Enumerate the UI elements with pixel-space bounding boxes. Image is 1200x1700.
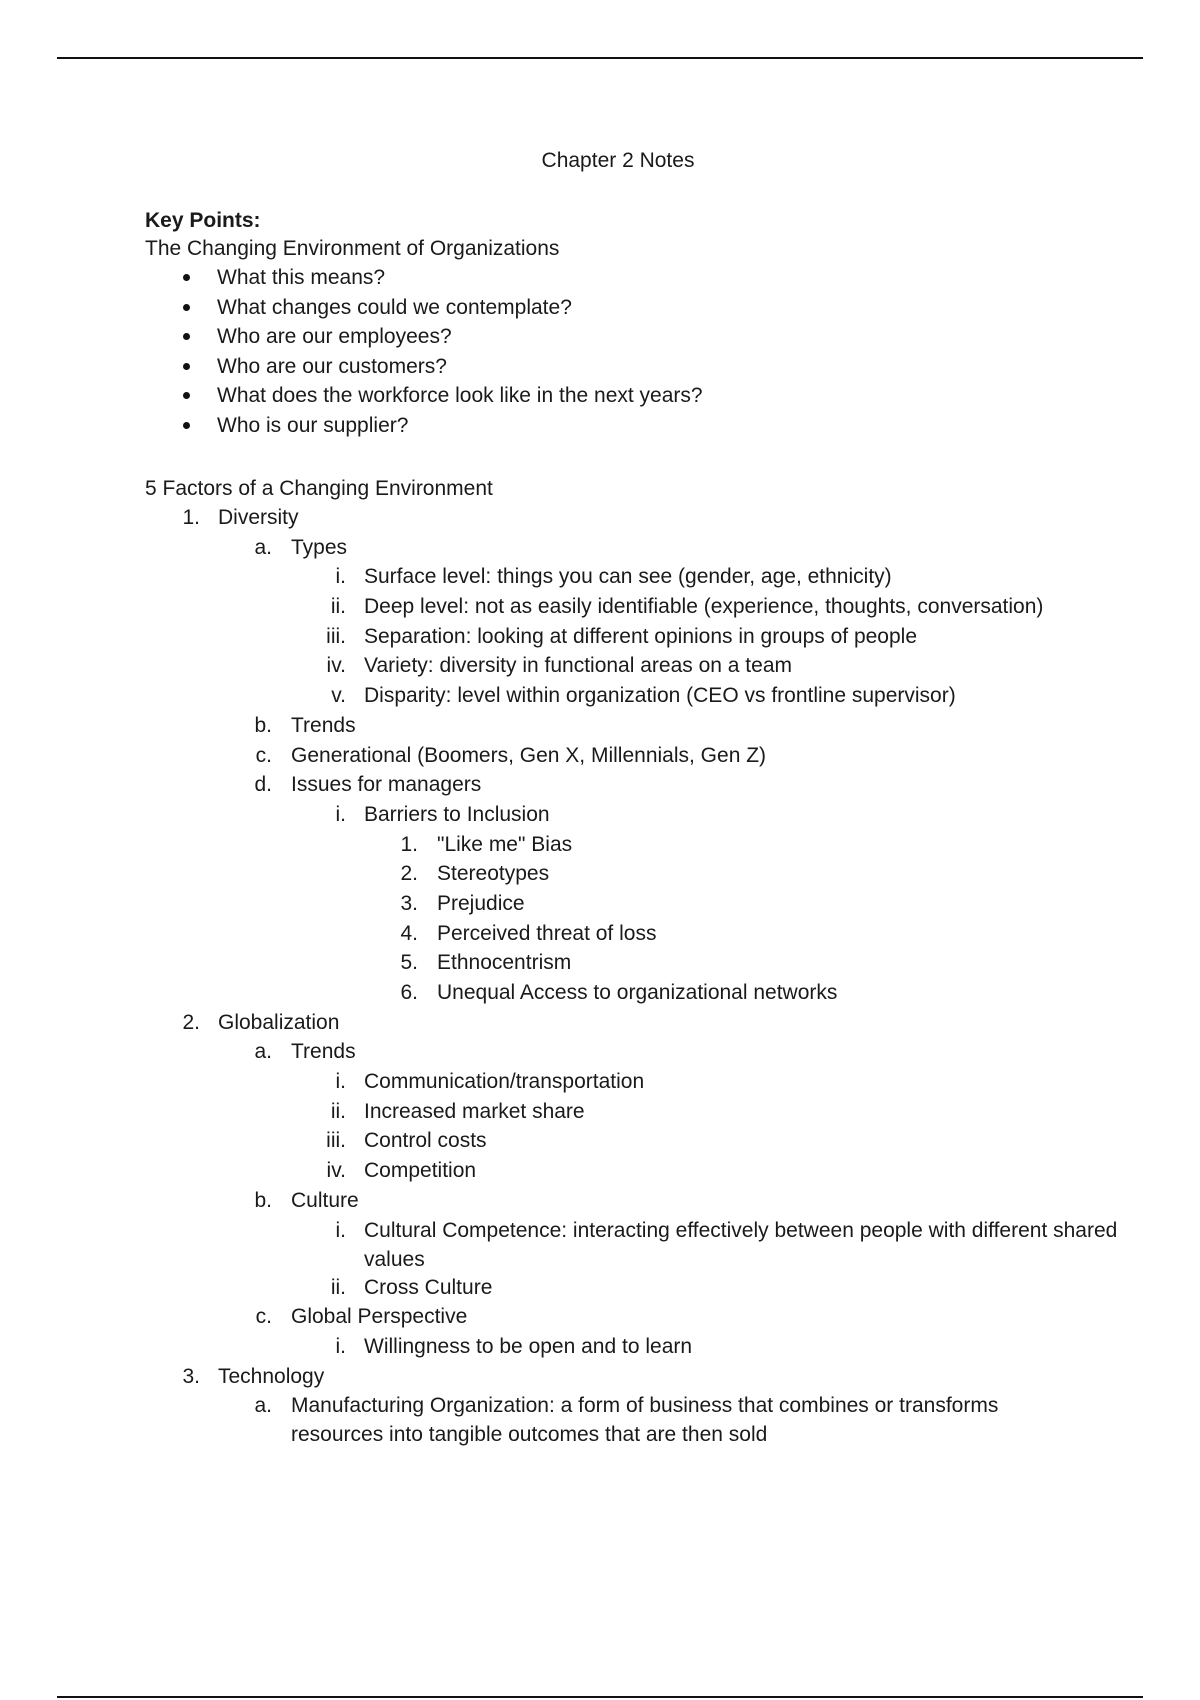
outline-item: [0, 770, 1200, 800]
page-title: Chapter 2 Notes: [541, 149, 695, 172]
outline-item: [0, 1332, 1200, 1362]
outline-text: Prejudice: [437, 891, 525, 915]
list-item-text: Who are our employees?: [217, 325, 452, 349]
outline-marker: 2.: [400, 862, 418, 886]
outline-marker: a.: [254, 535, 272, 559]
outline-text: Barriers to Inclusion: [364, 802, 550, 826]
outline-marker: 5.: [400, 951, 418, 975]
outline-text: Trends: [291, 1040, 356, 1064]
outline-text: Manufacturing Organization: a form of business that combines or transforms resources into tangible outcomes that are then sold: [291, 1394, 999, 1447]
outline-text: Diversity: [218, 506, 299, 529]
outline-text: Competition: [364, 1159, 477, 1183]
outline-marker: i.: [335, 1334, 346, 1358]
key-points-heading: Key Points:: [145, 209, 261, 232]
outline-marker: 2.: [182, 1010, 200, 1034]
list-item: [145, 352, 703, 382]
bullet-icon: [183, 392, 190, 399]
outline-item: [0, 741, 1200, 771]
outline-item: [0, 562, 1200, 592]
outline-item: [0, 533, 1200, 563]
outline-item: [0, 889, 1200, 919]
bullet-icon: [183, 363, 190, 370]
outline-item: [0, 830, 1200, 860]
outline-marker: c.: [255, 1305, 272, 1329]
outline-marker: i.: [335, 565, 346, 589]
outline-text: Unequal Access to organizational networks: [437, 981, 838, 1004]
outline-item: [0, 1391, 1200, 1448]
list-item: [145, 411, 703, 441]
outline-text: Control costs: [364, 1129, 487, 1153]
outline-text: Disparity: level within organization (CEO vs frontline supervisor): [364, 684, 956, 708]
outline-text: Variety: diversity in functional areas on a team: [364, 654, 792, 678]
outline-marker: c.: [255, 743, 272, 767]
list-item-text: What changes could we contemplate?: [217, 295, 572, 319]
outline-text: "Like me" Bias: [437, 832, 573, 856]
outline-item: [0, 919, 1200, 949]
factors-outline: [0, 503, 1200, 1448]
outline-text: Willingness to be open and to learn: [364, 1334, 693, 1358]
header-rule: [57, 57, 1143, 59]
outline-marker: 1.: [400, 832, 418, 856]
outline-item: [0, 622, 1200, 652]
outline-item: [0, 1097, 1200, 1127]
outline-text: Cross Culture: [364, 1275, 493, 1299]
outline-item: [0, 1126, 1200, 1156]
outline-text: Communication/transportation: [364, 1070, 645, 1094]
outline-marker: 3.: [182, 1364, 200, 1388]
outline-item-diversity: [0, 503, 1200, 533]
outline-marker: i.: [335, 1070, 346, 1094]
outline-item: [0, 592, 1200, 622]
outline-marker: 3.: [400, 891, 418, 915]
bullet-icon: [183, 422, 190, 429]
factors-heading: 5 Factors of a Changing Environment: [145, 477, 493, 500]
outline-item: [0, 800, 1200, 830]
outline-marker: i.: [335, 802, 346, 826]
outline-text: Culture: [291, 1188, 359, 1212]
list-item-text: Who is our supplier?: [217, 413, 409, 437]
outline-text: Ethnocentrism: [437, 951, 572, 975]
outline-text: Perceived threat of loss: [437, 921, 657, 945]
outline-item: [0, 1156, 1200, 1186]
list-item: [145, 263, 703, 293]
outline-item: [0, 1037, 1200, 1067]
bullet-icon: [183, 333, 190, 340]
key-points-subheading: The Changing Environment of Organizations: [145, 237, 560, 260]
bullet-icon: [183, 274, 190, 281]
outline-marker: a.: [254, 1040, 272, 1064]
outline-marker: b.: [254, 713, 272, 737]
outline-item: [0, 948, 1200, 978]
outline-text: Technology: [218, 1364, 325, 1388]
outline-marker: iv.: [326, 654, 346, 678]
outline-marker: v.: [331, 684, 346, 708]
outline-marker: ii.: [330, 1099, 346, 1123]
outline-marker: 4.: [400, 921, 418, 945]
outline-marker: 6.: [400, 981, 418, 1004]
bullet-icon: [183, 304, 190, 311]
outline-marker: i.: [335, 1218, 346, 1242]
list-item-text: What does the workforce look like in the next years?: [217, 384, 703, 408]
outline-text: Global Perspective: [291, 1305, 468, 1329]
outline-item: [0, 681, 1200, 711]
outline-text: Stereotypes: [437, 862, 550, 886]
outline-item: [0, 978, 1200, 1008]
outline-text: Separation: looking at different opinions in groups of people: [364, 624, 918, 648]
outline-item: [0, 1273, 1200, 1303]
key-points-list: [145, 263, 703, 441]
outline-text: Deep level: not as easily identifiable (experience, thoughts, conversation): [364, 595, 1044, 619]
outline-item: [0, 651, 1200, 681]
outline-text: Globalization: [218, 1010, 340, 1034]
outline-item: [0, 859, 1200, 889]
outline-item: [0, 1186, 1200, 1216]
list-item: [145, 293, 703, 323]
outline-text: Types: [291, 535, 348, 559]
list-item: [145, 322, 703, 352]
outline-item: [0, 1302, 1200, 1332]
outline-text: Trends: [291, 713, 356, 737]
outline-marker: ii.: [330, 595, 346, 619]
list-item: [145, 381, 703, 411]
outline-marker: b.: [254, 1188, 272, 1212]
outline-marker: iii.: [326, 1129, 346, 1153]
outline-marker: 1.: [182, 506, 200, 529]
outline-text: Increased market share: [364, 1099, 585, 1123]
footer-rule: [57, 1696, 1143, 1698]
outline-marker: iv.: [326, 1159, 346, 1183]
outline-text: Cultural Competence: interacting effectively between people with different shared values: [364, 1218, 1118, 1271]
list-item-text: What this means?: [217, 266, 386, 289]
outline-marker: iii.: [326, 624, 346, 648]
outline-item: [0, 1216, 1200, 1273]
outline-marker: ii.: [330, 1275, 346, 1299]
outline-item-technology: [0, 1362, 1200, 1392]
outline-item: [0, 711, 1200, 741]
outline-text: Issues for managers: [291, 773, 482, 797]
outline-text: Surface level: things you can see (gender, age, ethnicity): [364, 565, 892, 589]
outline-item: [0, 1067, 1200, 1097]
list-item-text: Who are our customers?: [217, 354, 447, 378]
outline-marker: a.: [254, 1394, 272, 1418]
outline-marker: d.: [254, 773, 272, 797]
outline-text: Generational (Boomers, Gen X, Millennials, Gen Z): [291, 743, 767, 767]
outline-item-globalization: [0, 1008, 1200, 1038]
